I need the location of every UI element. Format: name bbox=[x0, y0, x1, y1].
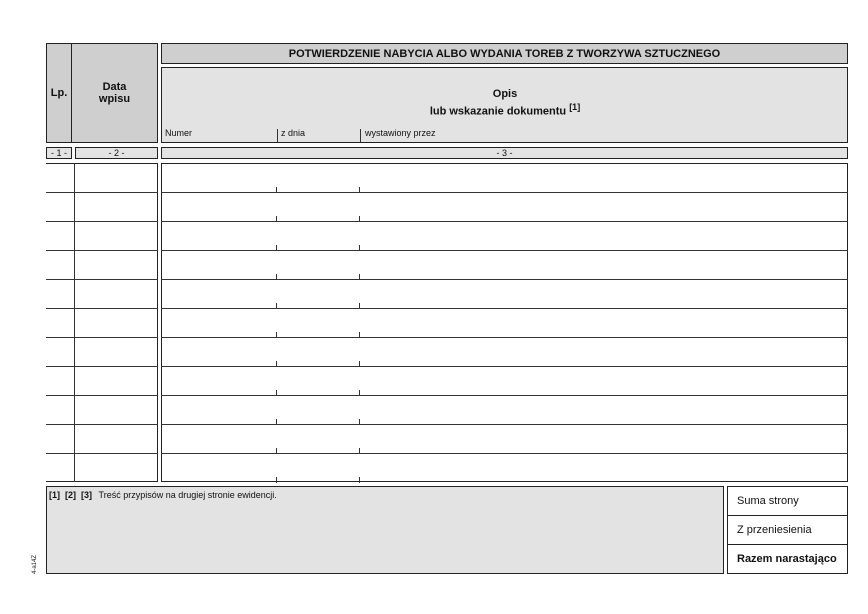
row-field-tick bbox=[359, 332, 360, 338]
row-line-right bbox=[161, 395, 848, 396]
row-field-tick bbox=[359, 419, 360, 425]
row-field-tick bbox=[276, 216, 277, 222]
row-line-right bbox=[161, 192, 848, 193]
row-field-tick bbox=[359, 448, 360, 454]
row-line-right bbox=[161, 424, 848, 425]
row-field-tick bbox=[276, 419, 277, 425]
row-field-tick bbox=[359, 216, 360, 222]
row-field-tick bbox=[359, 361, 360, 367]
row-line-right bbox=[161, 250, 848, 251]
row-line-left bbox=[46, 424, 158, 425]
footnotes-box bbox=[46, 486, 724, 574]
row-line-left bbox=[46, 192, 158, 193]
row-line-left bbox=[46, 366, 158, 367]
row-line-right bbox=[161, 221, 848, 222]
sub-label-numer: Numer bbox=[165, 128, 193, 138]
row-line-right bbox=[161, 308, 848, 309]
entry-table-right bbox=[161, 163, 848, 482]
sub-divider-1 bbox=[277, 129, 278, 142]
footnotes-line bbox=[49, 490, 277, 500]
row-line-left bbox=[46, 395, 158, 396]
razem-narastajaco-label: Razem narastająco bbox=[737, 553, 837, 565]
row-line-left bbox=[46, 221, 158, 222]
row-line-right bbox=[161, 337, 848, 338]
row-line-left bbox=[46, 250, 158, 251]
footnote-refs: [1] [2] [3] bbox=[49, 490, 93, 500]
col-number-1: - 1 - bbox=[46, 147, 72, 159]
row-field-tick bbox=[359, 477, 360, 483]
row-field-tick bbox=[276, 448, 277, 454]
opis-line1: Opis bbox=[492, 88, 518, 100]
z-przeniesienia-label: Z przeniesienia bbox=[737, 524, 812, 536]
sub-label-wystawiony: wystawiony przez bbox=[365, 128, 436, 138]
col-number-2: - 2 - bbox=[75, 147, 158, 159]
lp-header bbox=[46, 43, 72, 143]
row-line-left bbox=[46, 308, 158, 309]
z-przeniesienia-cell[interactable] bbox=[728, 516, 847, 545]
totals-box bbox=[727, 486, 848, 574]
row-field-tick bbox=[276, 361, 277, 367]
data-wpisu-label-line2: wpisu bbox=[98, 93, 131, 105]
suma-strony-label: Suma strony bbox=[737, 495, 799, 507]
row-field-tick bbox=[359, 390, 360, 396]
data-wpisu-header bbox=[71, 43, 158, 143]
col-number-3: - 3 - bbox=[161, 147, 848, 159]
form-title bbox=[161, 43, 848, 64]
row-line-left bbox=[46, 337, 158, 338]
opis-title bbox=[162, 88, 848, 119]
sub-label-z-dnia: z dnia bbox=[281, 128, 306, 138]
opis-footnote: [1] bbox=[569, 102, 581, 112]
lp-header-label: Lp. bbox=[50, 87, 68, 99]
row-field-tick bbox=[276, 390, 277, 396]
row-field-tick bbox=[359, 303, 360, 309]
row-field-tick bbox=[276, 187, 277, 193]
opis-line2: lub wskazanie dokumentu [1] bbox=[429, 102, 581, 118]
row-field-tick bbox=[276, 245, 277, 251]
row-line-right bbox=[161, 366, 848, 367]
row-field-tick bbox=[359, 187, 360, 193]
row-line-left bbox=[46, 279, 158, 280]
row-field-tick bbox=[359, 274, 360, 280]
row-field-tick bbox=[276, 274, 277, 280]
form-code: 4-a14Z bbox=[32, 554, 38, 574]
row-line-right bbox=[161, 279, 848, 280]
entry-table-left bbox=[46, 163, 158, 482]
opis-header bbox=[161, 67, 848, 143]
footnote-text: Treść przypisów na drugiej stronie ewidencji. bbox=[98, 490, 277, 500]
razem-narastajaco-cell[interactable] bbox=[728, 545, 847, 573]
row-line-right bbox=[161, 453, 848, 454]
row-field-tick bbox=[276, 332, 277, 338]
data-wpisu-label-line1: Data bbox=[102, 81, 127, 93]
form-title-text: POTWIERDZENIE NABYCIA ALBO WYDANIA TOREB Z TWORZYWA SZTUCZNEGO bbox=[288, 47, 721, 60]
row-field-tick bbox=[276, 477, 277, 483]
row-field-tick bbox=[359, 245, 360, 251]
row-field-tick bbox=[276, 303, 277, 309]
suma-strony-cell[interactable] bbox=[728, 487, 847, 516]
entry-col-divider bbox=[74, 163, 75, 482]
row-line-left bbox=[46, 453, 158, 454]
sub-divider-2 bbox=[360, 129, 361, 142]
